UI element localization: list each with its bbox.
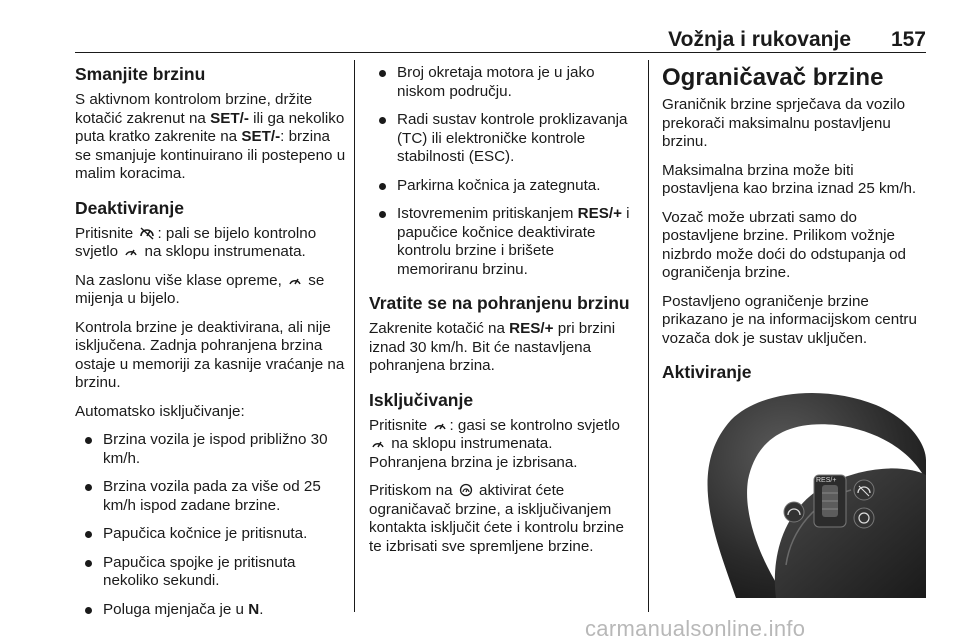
list-item: Parkirna kočnica ja zategnuta. xyxy=(369,177,637,196)
speed-limiter-icon xyxy=(459,483,473,497)
paragraph-limiter-display: Postavljeno ograničenje brzine prikazano je na informacijskom centru vozača dok je sustav uključen. xyxy=(662,292,917,347)
list-item: Papučica spojke je pritisnuta nekoliko sekundi. xyxy=(75,554,347,591)
paragraph-limiter-press: Pritiskom na aktivirat ćete ograničavač brzine, a isključivanjem kontakta isključit ćete i kontrolu brzine te izbrisati sve spremljene brzine. xyxy=(369,482,624,555)
paragraph-press-off: Pritisnite : pali se bijelo kontrolno svjetlo na sklopu instrumenata. xyxy=(75,224,317,260)
auto-off-list-continued xyxy=(369,64,637,279)
list-item: Broj okretaja motora je u jako niskom području. xyxy=(369,64,637,101)
steering-wheel-photo xyxy=(676,390,926,598)
section-title-switch-off: Isključivanje xyxy=(369,389,474,410)
page-header xyxy=(75,26,926,53)
paragraph-resume: Zakrenite kotačić na RES/+ pri brzini iznad 30 km/h. Bit će nastavljena pohranjena brzina. xyxy=(369,320,616,374)
cruise-control-icon xyxy=(371,436,385,450)
auto-off-list xyxy=(75,431,347,619)
chapter-title: Vožnja i rukovanje xyxy=(668,28,851,51)
list-item: Poluga mjenjača je u N. xyxy=(75,601,347,620)
column-divider xyxy=(354,60,355,612)
paragraph-deactivated: Kontrola brzine je deaktivirana, ali nije isključena. Zadnja pohranjena brzina ostaje u memoriji za kasnije vraćanje na brzinu. xyxy=(75,318,345,391)
list-item: Radi sustav kontrole proklizavanja (TC) ili elektroničke kontrole stabilnosti (ESC). xyxy=(369,111,637,167)
list-item: Istovremenim pritiskanjem RES/+ i papučice kočnice deaktivirate kontrolu brzine i brišete memoriranu brzinu. xyxy=(369,205,637,279)
section-title-reduce-speed: Smanjite brzinu xyxy=(75,64,206,84)
section-title-activate: Aktiviranje xyxy=(662,362,752,382)
paragraph-limiter-accelerate: Vozač može ubrzati samo do postavljene brzine. Prilikom vožnje nizbrdo može doći do odstupanja od ograničenja brzine. xyxy=(662,208,907,281)
steering-wheel-illustration xyxy=(676,390,926,598)
column-middle xyxy=(369,64,637,566)
paragraph-limiter-intro: Graničnik brzine sprječava da vozilo prekorači maksimalnu postavljenu brzinu. xyxy=(662,96,906,150)
list-item: Brzina vozila je ispod približno 30 km/h. xyxy=(75,431,347,468)
paragraph-limiter-max: Maksimalna brzina može biti postavljena kao brzina iznad 25 km/h. xyxy=(662,161,917,197)
cruise-off-icon xyxy=(139,226,155,240)
watermark: carmanualsonline.info xyxy=(585,616,806,641)
column-right xyxy=(662,64,930,389)
page-number: 157 xyxy=(890,28,926,51)
paragraph-auto-off: Automatsko isključivanje: xyxy=(75,402,245,420)
cruise-control-icon xyxy=(124,244,138,258)
section-title-deactivate: Deaktiviranje xyxy=(75,197,184,218)
res-label: RES/+ xyxy=(816,477,837,484)
section-title-resume: Vratite se na pohranjenu brzinu xyxy=(369,293,630,313)
cruise-control-icon xyxy=(288,273,302,287)
paragraph-switch-off: Pritisnite : gasi se kontrolno svjetlo na sklopu instrumenata. xyxy=(369,416,620,452)
paragraph-display: Na zaslonu više klase opreme, se mijenja u bijelo. xyxy=(75,271,325,307)
column-divider xyxy=(648,60,649,612)
list-item: Papučica kočnice je pritisnuta. xyxy=(75,525,347,544)
column-left xyxy=(75,64,347,629)
section-title-speed-limiter: Ograničavač brzine xyxy=(662,64,884,91)
list-item: Brzina vozila pada za više od 25 km/h ispod zadane brzine. xyxy=(75,478,347,515)
paragraph-deleted: Pohranjena brzina je izbrisana. xyxy=(369,453,578,471)
cruise-control-icon xyxy=(433,418,447,432)
paragraph-reduce-speed: S aktivnom kontrolom brzine, držite kotačić zakrenut na SET/- ili ga nekoliko puta kratko zakrenite na SET/-: brzina se smanjuje kontinuirano ili postepeno u malim koracima. xyxy=(75,91,346,182)
